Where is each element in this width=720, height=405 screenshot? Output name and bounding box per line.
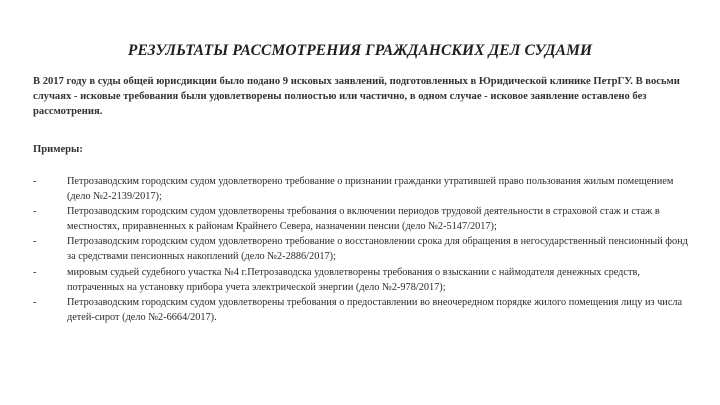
list-item-text: Петрозаводским городским судом удовлетворены требования о включении периодов трудовой деятельности в страховой стаж и стаж в местностях, приравненных к районам Крайнего Севера, назначении пенсии (дело №2-5147/2017); — [67, 206, 660, 233]
list-item-text: Петрозаводским городским судом удовлетворено требование о признании гражданки утратившей право пользования жилым помещением (дело №2-2139/2017); — [67, 176, 674, 203]
bullet-dash: - — [33, 236, 37, 248]
list-item — [33, 295, 693, 325]
list-item — [33, 174, 693, 204]
list-item-text: Петрозаводским городским судом удовлетворены требования о предоставлении во внеочередном порядке жилого помещения лицу из числа детей-сирот (дело №2-6664/2017). — [67, 296, 683, 323]
list-item-text: Петрозаводским городским судом удовлетворено требование о восстановлении срока для обращения в негосударственный пенсионный фонд за средствами пенсионных накоплений (дело №2-2886/2017); — [67, 236, 688, 263]
list-item — [33, 234, 693, 264]
page-title: РЕЗУЛЬТАТЫ РАССМОТРЕНИЯ ГРАЖДАНСКИХ ДЕЛ СУДАМИ — [127, 42, 593, 59]
examples-list — [33, 174, 693, 325]
bullet-dash: - — [33, 176, 37, 187]
list-item — [33, 265, 693, 295]
bullet-dash: - — [33, 266, 37, 278]
intro-paragraph: В 2017 году в суды общей юрисдикции было подано 9 исковых заявлений, подготовленных в Юридической клинике ПетрГУ. В восьми случаях - исковые требования были удовлетворены полностью или частично, в одном случае - исковое заявление оставлено без рассмотрения. — [33, 76, 680, 117]
list-item — [33, 204, 693, 234]
list-item-text: мировым судьей судебного участка №4 г.Петрозаводска удовлетворены требования о взыскании с наймодателя денежных средств, потраченных на установку прибора учета электрической энергии (дело №2-978/2017); — [67, 266, 640, 293]
bullet-dash: - — [33, 206, 37, 218]
examples-label: Примеры: — [33, 144, 83, 155]
bullet-dash: - — [33, 296, 37, 308]
